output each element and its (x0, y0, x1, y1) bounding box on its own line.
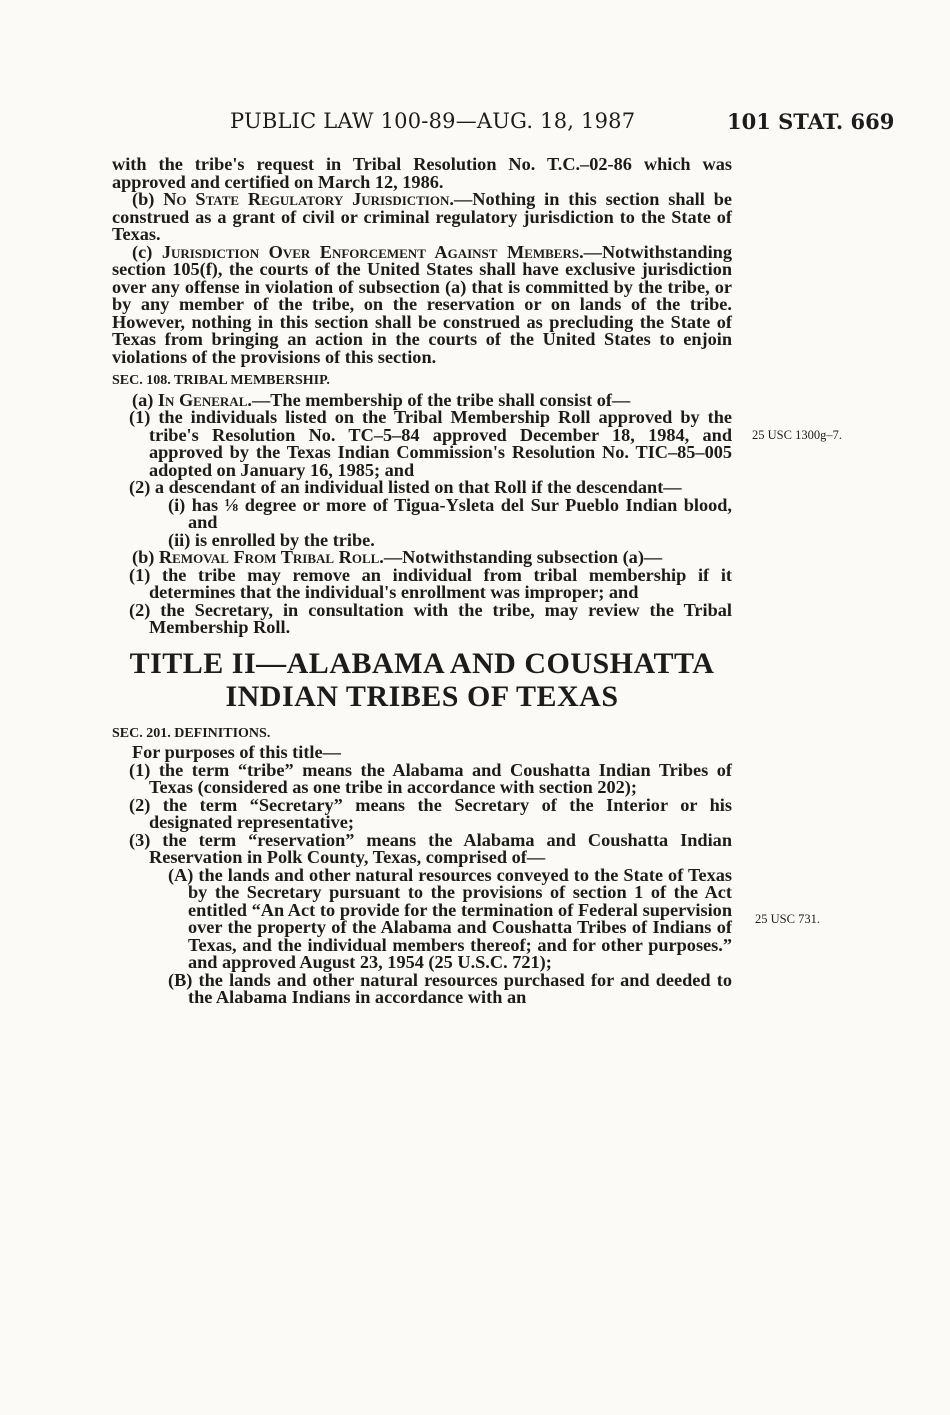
subsection-heading: In General. (157, 389, 252, 410)
subsection-heading: Jurisdiction Over Enforcement Against Members. (161, 241, 584, 262)
subsection-heading: Removal From Tribal Roll. (158, 547, 384, 567)
section-108-heading: SEC. 108. TRIBAL MEMBERSHIP. (112, 373, 330, 388)
subsection-text: —The membership of the tribe shall consist of— (251, 389, 631, 410)
paragraph-item: (2) a descendant of an individual listed on that Roll if the descendant— (129, 477, 682, 497)
section-201-heading: SEC. 201. DEFINITIONS. (112, 725, 271, 741)
paragraph-item: (1) the individuals listed on the Tribal Membership Roll approved by the tribe's Resolution No. TC–5–84 approved December 18, 1984, and approved by the Texas Indian Commission's Resolution No. TIC–85–005 adopted on January 16, 1985; and (129, 407, 732, 480)
subparagraph-item: (B) the lands and other natural resources purchased for and deeded to the Alabama Indians in accordance with an (168, 969, 732, 1007)
subsection-label: (b) (132, 189, 164, 209)
margin-citation-sec201: 25 USC 731. (755, 912, 820, 926)
paragraph-item: (1) the term “tribe” means the Alabama and Coushatta Indian Tribes of Texas (considered as one tribe in accordance with section 202); (129, 759, 732, 797)
title-line: TITLE II—ALABAMA AND COUSHATTA (129, 646, 715, 680)
running-header: PUBLIC LAW 100-89—AUG. 18, 1987 (230, 109, 636, 133)
subsection-text: —Notwithstanding subsection (a)— (383, 547, 663, 567)
statute-page-number: 101 STAT. 669 (727, 109, 895, 134)
subsection-b (112, 191, 732, 244)
clause-item: (ii) is enrolled by the tribe. (168, 529, 375, 550)
subsection-text: —Notwithstanding section 105(f), the courts of the United States shall have exclusive jurisdiction over any offense in violation of subsection (a) that is committed by the tribe, or by any member of the tribe, on the reservation or on lands of the tribe. However, nothing in this section shall be construed as precluding the State of Texas from bringing an action in the courts of the United States to enjoin violations of the provisions of this section. (112, 241, 732, 367)
subsection-c (112, 241, 732, 367)
clause-item: (i) has ⅛ degree or more of Tigua-Ysleta del Sur Pueblo Indian blood, and (168, 494, 732, 532)
paragraph-item: (3) the term “reservation” means the Alabama and Coushatta Indian Reservation in Polk County, Texas, comprised of— (129, 829, 732, 867)
subsection-text: —Nothing in this section shall be construed as a grant of civil or criminal regulatory jurisdiction to the State of Texas. (112, 189, 732, 244)
subsection-label: (c) (132, 241, 162, 262)
subsection-label: (b) (132, 547, 159, 567)
section-108-b (112, 549, 732, 567)
paragraph-item: (1) the tribe may remove an individual from tribal membership if it determines that the individual's enrollment was improper; and (129, 564, 732, 602)
subsection-heading: No State Regulatory Jurisdiction. (163, 189, 454, 209)
paragraph-item: (2) the Secretary, in consultation with the tribe, may review the Tribal Membership Roll. (129, 599, 732, 637)
paragraph: with the tribe's request in Tribal Resolution No. T.C.–02-86 which was approved and certified on March 12, 1986. (112, 154, 732, 192)
subsection-label: (a) (132, 389, 158, 410)
margin-citation-sec108: 25 USC 1300g–7. (752, 428, 842, 442)
paragraph-item: (2) the term “Secretary” means the Secretary of the Interior or his designated representative; (129, 794, 732, 832)
subparagraph-item: (A) the lands and other natural resources conveyed to the State of Texas by the Secretary pursuant to the provisions of section 1 of the Act entitled “An Act to provide for the termination of Federal supervision over the property of the Alabama and Coushatta Tribes of Indians of Texas, and the individual members thereof; and for other purposes.” and approved August 23, 1954 (25 U.S.C. 721); (168, 864, 732, 972)
body-text (112, 156, 732, 1007)
title-heading (112, 647, 732, 713)
paragraph: For purposes of this title— (132, 742, 341, 762)
title-line: INDIAN TRIBES OF TEXAS (225, 679, 619, 713)
